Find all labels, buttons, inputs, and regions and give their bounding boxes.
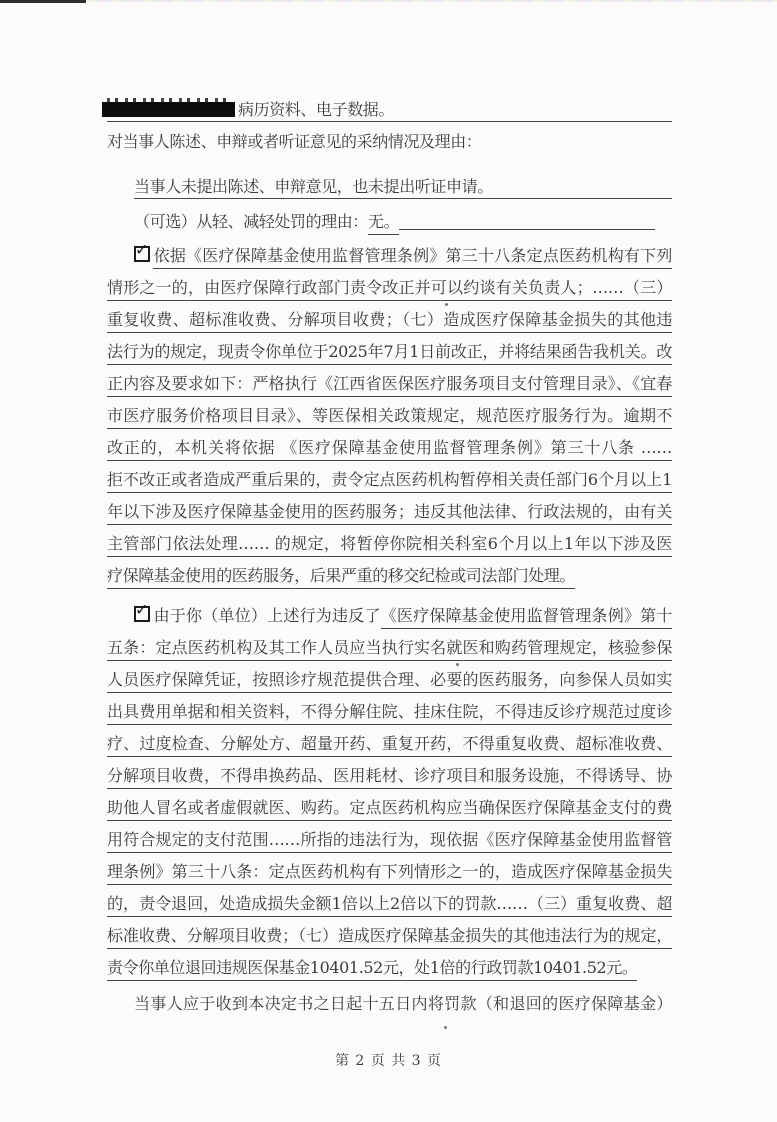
para3-line-1-prefix: 由于你（单位）上述行为违反了	[153, 606, 381, 625]
para2-line-2	[107, 272, 672, 304]
page-indicator: 第 2 页 共 3 页	[334, 1053, 443, 1069]
para3-line-4-text: 出具费用单据和相关资料，不得分解住院、挂床住院，不得违反诊疗规范过度诊	[107, 702, 672, 725]
para1-line-4	[107, 206, 672, 238]
para2-line-1	[107, 240, 672, 272]
para3-line-10	[107, 888, 672, 920]
para2-line-5	[107, 368, 672, 400]
page-number-footer	[0, 1050, 777, 1070]
para1-line-2-text: 对当事人陈述、申辩或者听证意见的采纳情况及理由：	[107, 132, 482, 151]
para4-line-1	[107, 988, 672, 1020]
para1-line-4-value: 无。	[368, 212, 399, 235]
para3-line-8-text: 用符合规定的支付范围……所指的违法行为，现依据《医疗保障基金使用监督管	[107, 830, 672, 853]
para3-line-12	[107, 952, 672, 984]
para2-line-9	[107, 496, 672, 528]
para3-line-6	[107, 760, 672, 792]
para2-line-1-text: 依据《医疗保障基金使用监督管理条例》第三十八条定点医药机构有下列	[153, 246, 672, 269]
redaction-bar	[102, 102, 235, 117]
para2-line-7	[107, 432, 672, 464]
para1-line-1	[107, 94, 672, 126]
para3-line-7	[107, 792, 672, 824]
para3-line-1-underlined: 《医疗保障基金使用监督管理条例》第十	[381, 606, 672, 629]
scan-speck	[445, 303, 448, 306]
para1-line-3-text: 当事人未提出陈述、申辩意见，也未提出听证申请。	[134, 177, 493, 196]
scan-speck	[444, 1026, 447, 1029]
para3-line-6-text: 分解项目收费，不得串换药品、医用耗材、诊疗项目和服务设施，不得诱导、协	[107, 766, 672, 789]
para2-line-10	[107, 528, 672, 560]
checked-checkbox-icon: ✓	[134, 246, 150, 262]
para2-line-8	[107, 464, 672, 496]
para2-line-3-text: 重复收费、超标准收费、分解项目收费；（七）造成医疗保障基金损失的其他违	[107, 310, 672, 333]
para2-line-6-text: 市医疗服务价格项目目录》、等医保相关政策规定，规范医疗服务行为。逾期不	[107, 406, 672, 429]
scan-artifact-top-left	[0, 0, 86, 3]
para2-line-2-text: 情形之一的，由医疗保障行政部门责令改正并可以约谈有关负责人；……（三）	[107, 278, 672, 301]
para2-line-3	[107, 304, 672, 336]
scan-speck	[456, 663, 459, 666]
para3-line-9-text: 理条例》第三十八条：定点医药机构有下列情形之一的，造成医疗保障基金损失	[107, 862, 672, 885]
para1-line-1-text: 病历资料、电子数据。	[238, 100, 395, 119]
para3-line-5-text: 疗、过度检查、分解处方、超量开药、重复开药，不得重复收费、超标准收费、	[107, 734, 672, 757]
para3-line-12-text: 责令你单位退回违规医保基金10401.52元，处1倍的行政罚款10401.52元。	[107, 958, 637, 981]
para3-line-2-text: 五条：定点医药机构及其工作人员应当执行实名就医和购药管理规定，核验参保	[107, 638, 672, 661]
para3-line-2	[107, 632, 672, 664]
para2-line-9-text: 年以下涉及医疗保障基金使用的医药服务；违反其他法律、行政法规的，由有关	[107, 502, 672, 525]
para2-line-11	[107, 560, 672, 592]
para1-line-2	[107, 126, 672, 158]
para1-line-4-label: （可选）从轻、减轻处罚的理由：	[134, 212, 369, 231]
para3-line-3	[107, 664, 672, 696]
para3-line-1	[107, 600, 672, 632]
para3-line-3-text: 人员医疗保障凭证，按照诊疗规范提供合理、必要的医药服务，向参保人员如实	[107, 670, 672, 693]
para2-line-8-text: 拒不改正或者造成严重后果的，责令定点医药机构暂停相关责任部门6个月以上1	[107, 470, 672, 493]
para2-line-4-text: 法行为的规定，现责令你单位于2025年7月1日前改正，并将结果函告我机关。改	[107, 342, 672, 365]
para3-line-10-text: 的，责令退回，处造成损失金额1倍以上2倍以下的罚款……（三）重复收费、超	[107, 894, 672, 917]
para3-line-4	[107, 696, 672, 728]
para1-line-3	[107, 171, 672, 203]
para2-line-6	[107, 400, 672, 432]
checked-checkbox-icon: ✓	[134, 606, 150, 622]
para3-line-11-text: 标准收费、分解项目收费；（七）造成医疗保障基金损失的其他违法行为的规定，	[107, 926, 672, 949]
scanner-edge-noise	[0, 0, 777, 2]
para3-line-8	[107, 824, 672, 856]
para2-line-7-text: 改正的，本机关将依据 《医疗保障基金使用监督管理条例》第三十八条 ……	[107, 438, 672, 461]
para2-line-10-text: 主管部门依法处理…… 的规定，将暂停你院相关科室6个月以上1年以下涉及医	[107, 534, 672, 557]
para2-line-4	[107, 336, 672, 368]
para3-line-5	[107, 728, 672, 760]
para4-line-1-text: 当事人应于收到本决定书之日起十五日内将罚款（和退回的医疗保障基金）	[134, 994, 672, 1013]
para3-line-11	[107, 920, 672, 952]
para2-line-11-text: 疗保障基金使用的医药服务，后果严重的移交纪检或司法部门处理。	[107, 566, 575, 589]
para3-line-7-text: 助他人冒名或者虚假就医、购药。定点医药机构应当确保医疗保障基金支付的费	[107, 798, 672, 821]
blank-underline	[399, 228, 655, 230]
para2-line-5-text: 正内容及要求如下：严格执行《江西省医保医疗服务项目支付管理目录》、《宜春	[107, 374, 672, 397]
para3-line-9	[107, 856, 672, 888]
